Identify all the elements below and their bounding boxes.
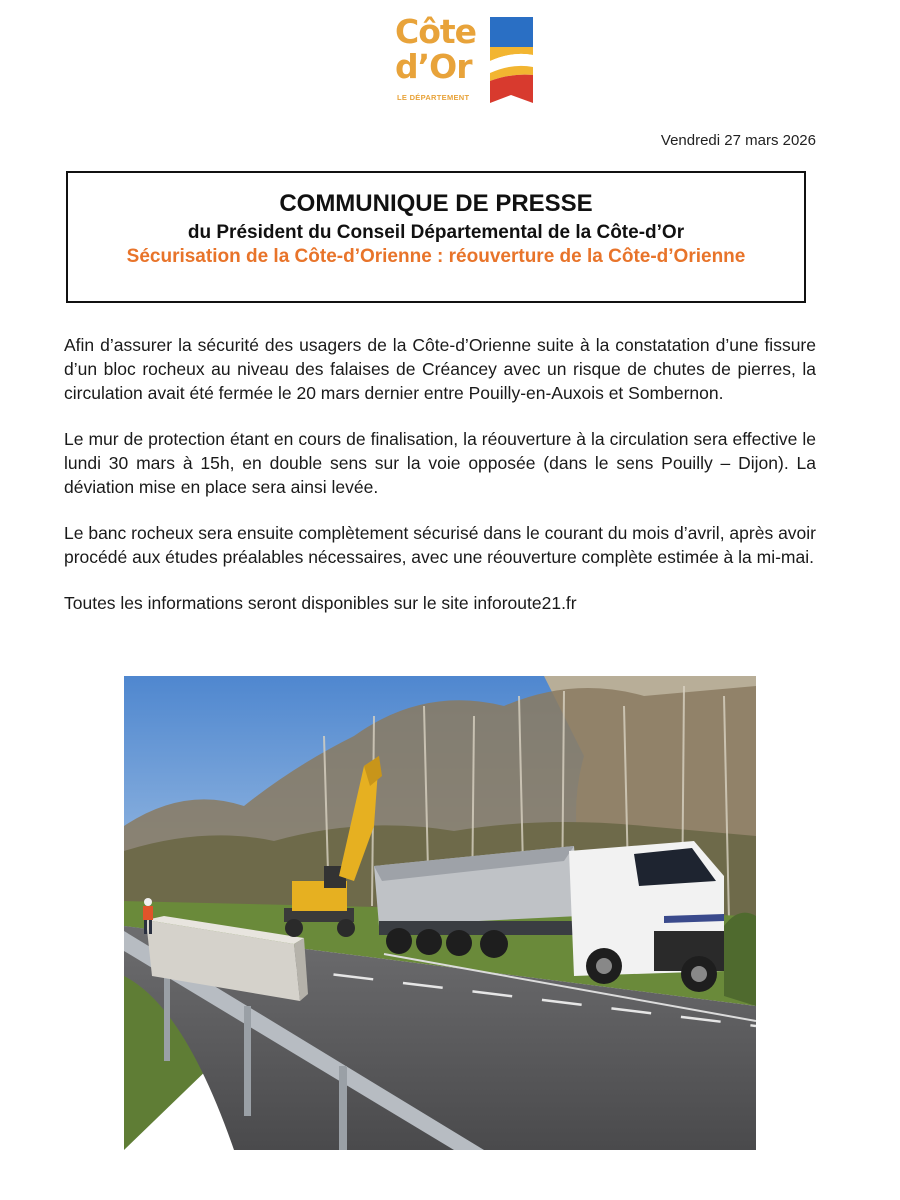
department-logo (390, 14, 540, 104)
logo-line-2: d’Or (395, 47, 472, 86)
logo-wordmark (395, 14, 476, 84)
paragraph-info: Toutes les informations seront disponibles sur le site inforoute21.fr (64, 593, 577, 613)
paragraph-closure: Afin d’assurer la sécurité des usagers de la Côte-d’Orienne suite à la constatation d’une fissure d’un bloc rocheux au niveau des falaises de Créancey avec un risque de chutes de pierres, la circulation avait été fermée le 20 mars dernier entre Pouilly-en-Auxois et Sombernon. (64, 335, 816, 403)
press-release-body (64, 333, 816, 637)
publication-date: Vendredi 27 mars 2026 (660, 132, 816, 149)
press-release-title: COMMUNIQUE DE PRESSE (279, 190, 593, 217)
press-release-header (66, 171, 806, 303)
bushes (724, 913, 756, 1006)
logo-line-1: Côte (395, 12, 477, 51)
press-release-headline: Sécurisation de la Côte-d’Orienne : réouverture de la Côte-d’Orienne (126, 246, 746, 267)
paragraph-securing: Le banc rocheux sera ensuite complètement sécurisé dans le courant du mois d’avril, après avoir procédé aux études préalables nécessaires, avec une réouverture complète estimée à la mi-mai. (64, 523, 816, 567)
roadworks-photo (124, 676, 756, 1150)
logo-subtitle: LE DÉPARTEMENT (397, 93, 470, 102)
paragraph-reopening: Le mur de protection étant en cours de finalisation, la réouverture à la circulation sera effective le lundi 30 mars à 15h, en double sens sur la voie opposée (dans le sens Pouilly – Dijon). La déviation mise en place sera ainsi levée. (64, 429, 816, 497)
logo-flag-icon (490, 17, 533, 103)
press-release-subtitle: du Président du Conseil Départemental de la Côte-d’Or (187, 222, 685, 243)
roadworks-illustration (124, 676, 756, 1150)
truck-cab (569, 841, 724, 992)
